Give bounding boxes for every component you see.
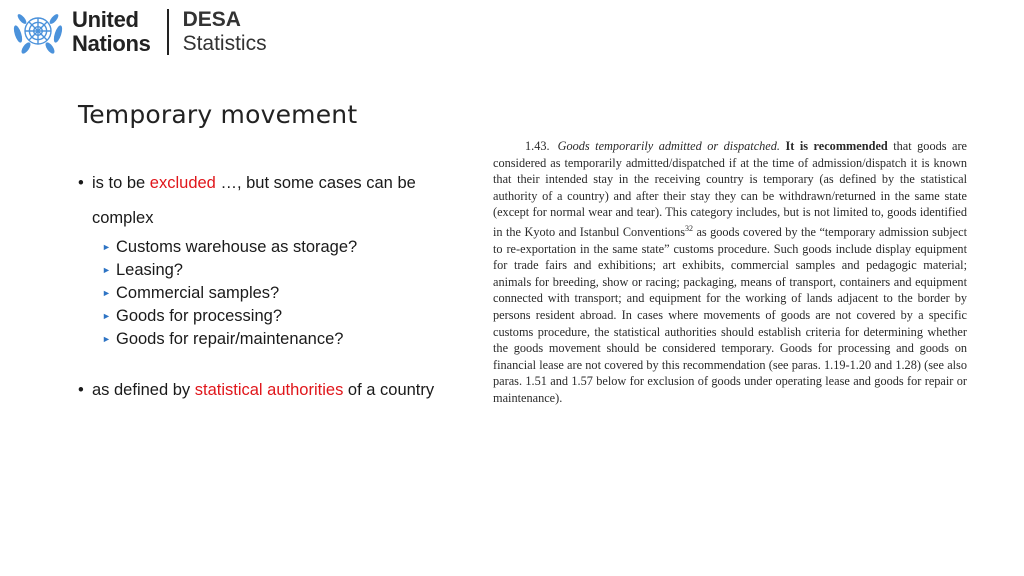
triangle-bullet-icon: ► [102, 311, 111, 321]
bullet2-suffix: of a country [343, 381, 435, 399]
bullet1-prefix: is to be [92, 174, 150, 192]
dept-line2: Statistics [182, 32, 267, 55]
bullet-dot: • [78, 381, 84, 399]
bullet2-prefix: as defined by [92, 381, 195, 399]
bullet2-highlight: statistical authorities [194, 381, 344, 399]
sub-item-label: Leasing? [116, 261, 183, 279]
triangle-bullet-icon: ► [102, 242, 111, 252]
excerpt-heading: Goods temporarily admitted or dispatched. [557, 139, 780, 153]
imts-excerpt [493, 138, 967, 407]
sub-item-label: Goods for repair/maintenance? [116, 330, 344, 348]
bullet1-suffix: …, but some cases can be complex [92, 174, 416, 227]
slide-title: Temporary movement [78, 100, 358, 129]
bullet-excluded [78, 166, 458, 236]
excerpt-body-part2: as goods covered by the “temporary admission subject to re-exportation in the same state” customs procedure. Such goods include display equipment for trade fairs and exhibitions; art exhibits, commercial samples and pedagogic material; animals for breeding, show or racing; packaging, means of transport, containers and equipment connected with transport; and equipment for the working of lands adjacent to the border by persons resident abroad. In cases where movements of goods are not covered by a specific customs procedure, the statistical authorities should establish criteria for determining whether the goods movement should be considered temporary. Goods for processing and goods on financial lease are not covered by this recommendation (see paras. 1.19-1.20 and 1.28) (see also paras. 1.51 and 1.57 below for exclusion of goods under operating lease and goods for repair or maintenance). [493, 225, 967, 405]
bullet-defined-by [78, 380, 458, 401]
sub-item-label: Commercial samples? [116, 284, 280, 302]
logo-divider [167, 9, 169, 55]
list-item [102, 282, 458, 305]
un-emblem-icon [10, 7, 66, 57]
triangle-bullet-icon: ► [102, 334, 111, 344]
un-wordmark [72, 8, 151, 56]
paragraph-number: 1.43. [525, 139, 550, 153]
excerpt-body-part1: that goods are considered as temporarily admitted/dispatched if at the time of admission/dispatch it is known that their intended stay in the receiving country is temporary (as defined by the statistical authority of a country) and after their stay they can be withdrawn/returned in the same state (except for normal wear and tear). This category includes, but is not limited to, goods identified in the Kyoto and Istanbul Conventions [493, 139, 968, 240]
triangle-bullet-icon: ► [102, 265, 111, 275]
list-item [102, 236, 458, 259]
logo-line1: United [72, 7, 139, 32]
list-item [102, 259, 458, 282]
logo-line2: Nations [72, 31, 151, 56]
sub-item-label: Customs warehouse as storage? [116, 238, 358, 256]
sub-bullet-list [102, 236, 458, 351]
sub-item-label: Goods for processing? [116, 307, 283, 325]
logo [10, 7, 267, 57]
bullet-list [78, 166, 458, 401]
excerpt-recommendation: It is recommended [785, 139, 888, 153]
desa-wordmark [183, 8, 267, 56]
bullet-dot: • [78, 174, 84, 192]
list-item [102, 305, 458, 328]
dept-line1: DESA [182, 8, 241, 31]
triangle-bullet-icon: ► [102, 288, 111, 298]
footnote-ref: 32 [685, 223, 694, 233]
bullet1-highlight: excluded [149, 174, 216, 192]
list-item [102, 328, 458, 351]
